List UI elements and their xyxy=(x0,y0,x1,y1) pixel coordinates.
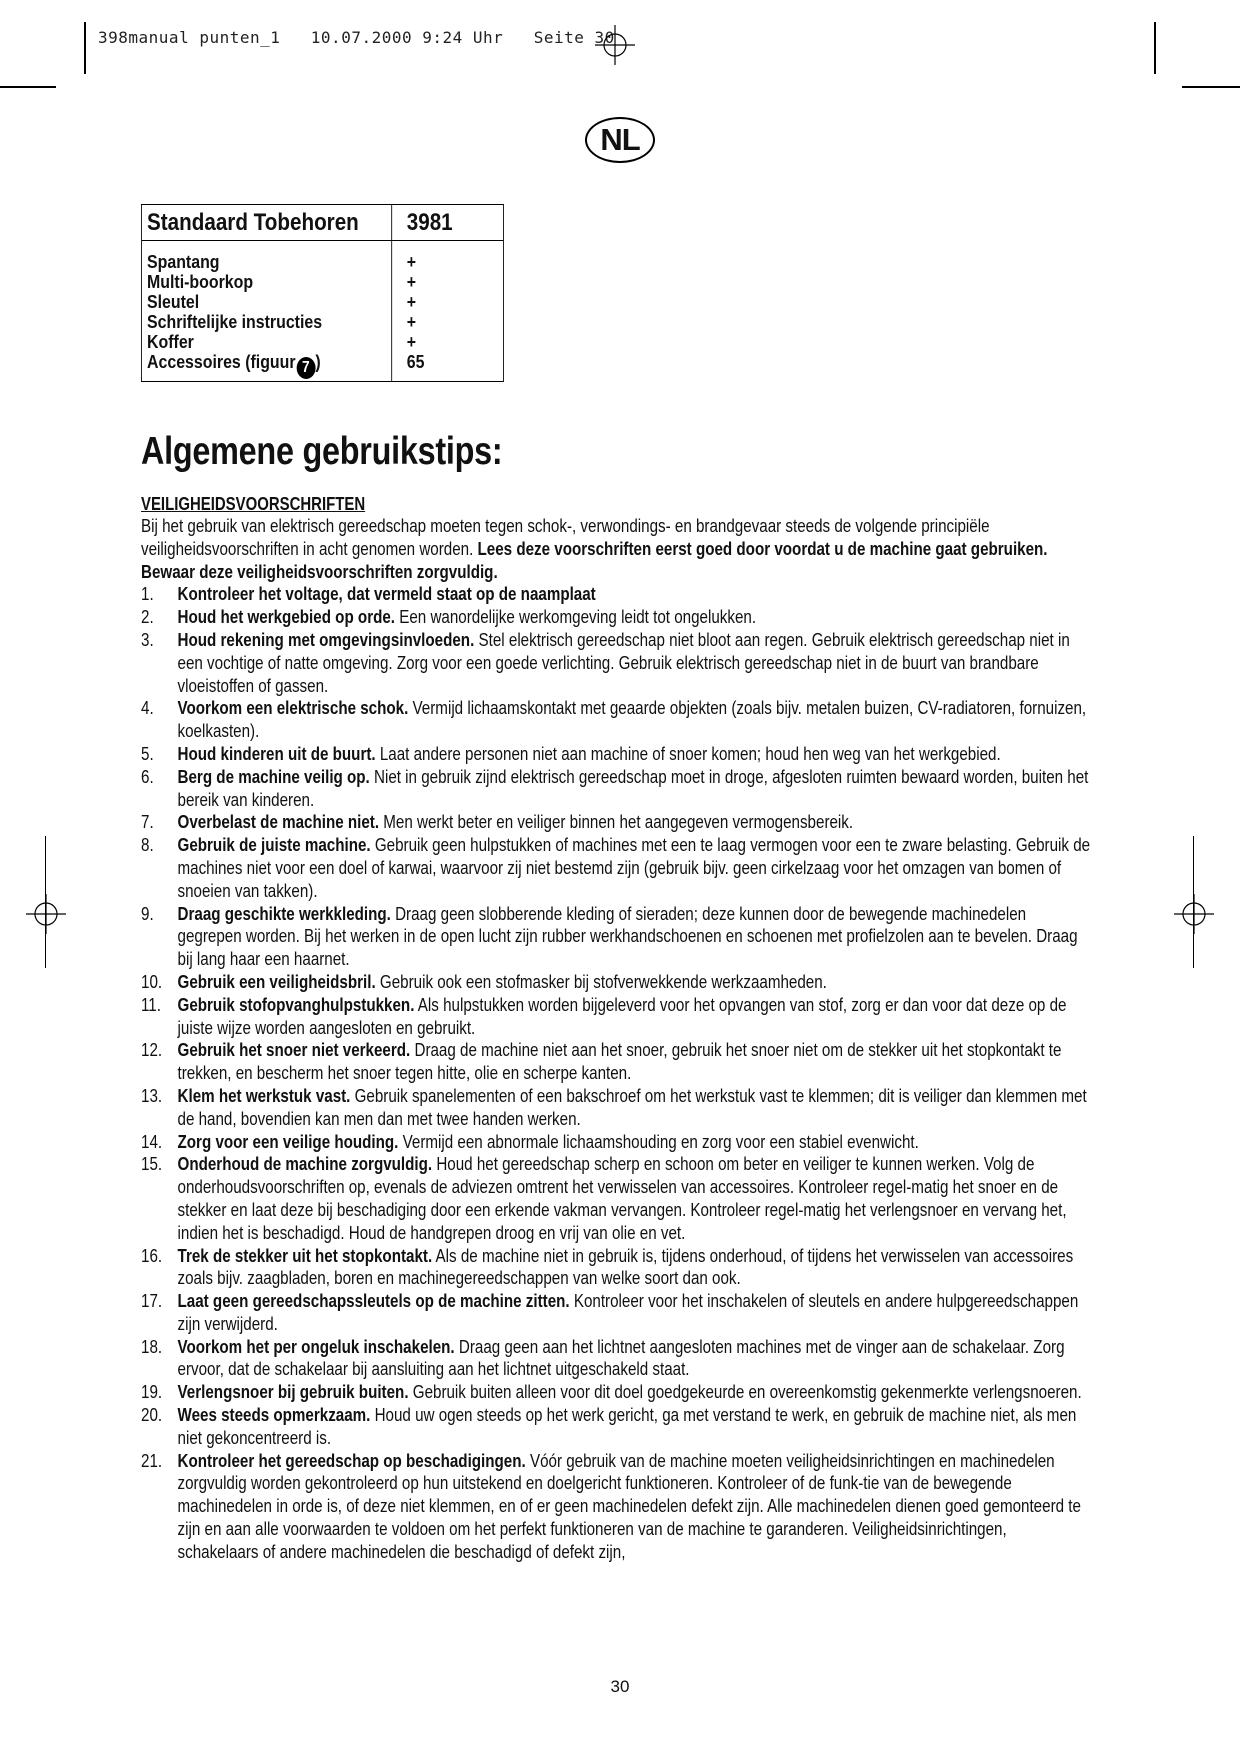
safety-rule-body: Niet in gebruik zijnd elektrisch gereedschap moet in droge, afgesloten ruimten bewaard worden, buiten het bereik van kinderen. xyxy=(177,765,1089,810)
safety-rule-text xyxy=(178,606,1092,629)
safety-rule-heading: Voorkom het per ongeluk inschakelen. xyxy=(177,1335,455,1357)
safety-rule-body: Een wanordelijke werkomgeving leidt tot ongelukken. xyxy=(395,606,757,628)
safety-rule-heading: Kontroleer het gereedschap op beschadigingen. xyxy=(177,1449,526,1471)
safety-rule-heading: Overbelast de machine niet. xyxy=(177,811,380,833)
safety-rule-item xyxy=(141,1290,1091,1336)
safety-rule-body: Als de machine niet in gebruik is, tijdens onderhoud, of tijdens het verwisselen van accessoires zoals bijv. zaagbladen, boren en machinegereedschappen van welke soort dan ook. xyxy=(177,1244,1074,1289)
safety-rule-heading: Kontroleer het voltage, dat vermeld staat op de naamplaat xyxy=(177,583,596,605)
accessories-table-header xyxy=(142,205,503,241)
safety-rule-number: 17. xyxy=(141,1290,163,1312)
safety-rule-text xyxy=(178,1039,1092,1085)
accessory-value: + xyxy=(406,311,417,332)
safety-rule-number: 21. xyxy=(141,1449,163,1471)
safety-rule-text xyxy=(178,697,1092,743)
safety-rule-text xyxy=(178,1153,1092,1244)
crop-mark xyxy=(0,86,56,88)
safety-rule-item xyxy=(141,697,1091,743)
registration-mark-icon xyxy=(595,25,635,65)
safety-rule-body: Stel elektrisch gereedschap niet bloot aan regen. Gebruik elektrisch gereedschap niet in een vochtige of natte omgeving. Zorg voor een goede verlichting. Gebruik elektrisch gereedschap niet in de buurt van brandbare vloeistoffen of gassen. xyxy=(177,628,1070,696)
safety-rule-heading: Trek de stekker uit het stopkontakt. xyxy=(177,1244,433,1266)
safety-rule-body: Vermijd lichaamskontakt met geaarde objekten (zoals bijv. metalen buizen, CV-radiatoren, fornuizen, koelkasten). xyxy=(177,697,1087,742)
safety-rule-item xyxy=(141,1245,1091,1291)
safety-rule-text xyxy=(178,1450,1092,1564)
safety-rule-text xyxy=(178,834,1092,902)
accessory-label xyxy=(147,351,391,376)
safety-rule-body: Men werkt beter en veiliger binnen het aangegeven vermogensbereik. xyxy=(379,811,854,833)
accessory-label-text: Accessoires (figuur xyxy=(147,351,296,372)
safety-rule-text xyxy=(178,994,1092,1040)
safety-rule-item xyxy=(141,994,1091,1040)
safety-rule-heading: Houd rekening met omgevingsinvloeden. xyxy=(177,628,475,650)
safety-rule-text xyxy=(178,743,1092,766)
safety-rule-text xyxy=(178,1381,1092,1404)
accessory-label: Multi-boorkop xyxy=(147,271,254,292)
safety-rule-heading: Gebruik het snoer niet verkeerd. xyxy=(177,1039,411,1061)
safety-rule-number: 6. xyxy=(141,765,154,787)
safety-rule-body: Draag de machine niet aan het snoer, gebruik het snoer niet om de stekker uit het stopkontakt te trekken, en bescherm het snoer tegen hitte, olie en scherpe kanten. xyxy=(177,1039,1062,1084)
safety-rule-body: Vermijd een abnormale lichaamshouding en zorg voor een stabiel evenwicht. xyxy=(398,1130,919,1152)
safety-rule-number: 11. xyxy=(141,993,161,1015)
safety-rule-body: Kontroleer voor het inschakelen of sleutels en andere hulpgereedschappen zijn verwijderd. xyxy=(177,1290,1079,1334)
safety-rule-number: 8. xyxy=(141,834,154,856)
safety-rule-item xyxy=(141,971,1091,994)
safety-rule-item xyxy=(141,743,1091,766)
safety-rule-text xyxy=(178,1085,1092,1131)
safety-rule-body: Gebruik ook een stofmasker bij stofverwekkende werkzaamheden. xyxy=(375,970,827,992)
safety-rule-number: 5. xyxy=(141,742,154,764)
safety-rule-heading: Draag geschikte werkkleding. xyxy=(177,902,391,924)
safety-rule-text xyxy=(178,903,1092,971)
safety-rule-number: 12. xyxy=(141,1039,163,1061)
figure-number-badge: 7 xyxy=(296,357,315,379)
safety-rule-text xyxy=(178,971,1092,994)
page-number: 30 xyxy=(610,1677,630,1696)
safety-rule-item xyxy=(141,1450,1091,1564)
safety-rules-list xyxy=(141,583,1091,1563)
safety-rule-number: 16. xyxy=(141,1244,163,1266)
accessories-values xyxy=(392,241,503,382)
accessory-value: + xyxy=(406,271,417,292)
safety-rule-number: 2. xyxy=(141,606,154,628)
accessory-label: Koffer xyxy=(147,331,194,352)
accessory-value: 65 xyxy=(406,351,425,372)
safety-rule-number: 18. xyxy=(141,1335,163,1357)
crop-mark xyxy=(84,22,86,74)
safety-rule-heading: Zorg voor een veilige houding. xyxy=(177,1130,399,1152)
safety-rule-number: 13. xyxy=(141,1084,163,1106)
section-title: Algemene gebruikstips: xyxy=(141,430,503,473)
safety-rule-item xyxy=(141,583,1091,606)
safety-rule-number: 4. xyxy=(141,697,154,719)
accessory-value: + xyxy=(406,331,417,352)
safety-rule-body: Houd het gereedschap scherp en schoon om beter en veiliger te kunnen werken. Volg de onderhoudsvoorschriften op, evenals de adviezen omtrent het verwisselen van accessoires. Kontroleer regel-matig het snoer en de stekker en laat deze bij beschadiging door een erkende vakman vervangen. Kontroleer regel-matig het verlengsnoer en vervang het, indien het is beschadigd. Houd de handgrepen droog en vrij van olie en vet. xyxy=(177,1153,1067,1243)
safety-rule-item xyxy=(141,811,1091,834)
safety-rule-heading: Onderhoud de machine zorgvuldig. xyxy=(177,1153,433,1175)
accessories-table-body xyxy=(142,241,503,382)
safety-rule-heading: Voorkom een elektrische schok. xyxy=(177,697,409,719)
safety-rule-body: Draag geen slobberende kleding of sieraden; deze kunnen door de bewegende machinedelen gegrepen worden. Bij het werken in de open lucht zijn rubber werkhandschoenen en schoenen met profielzolen aan te bevelen. Draag bij lang haar een haarnet. xyxy=(177,902,1078,970)
safety-rule-number: 1. xyxy=(141,583,154,605)
accessory-label: Spantang xyxy=(147,251,220,272)
subsection-title: VEILIGHEIDSVOORSCHRIFTEN xyxy=(141,494,366,514)
accessories-header-model: 3981 xyxy=(406,209,453,236)
safety-rule-heading: Klem het werkstuk vast. xyxy=(177,1084,351,1106)
intro-paragraph xyxy=(141,515,1091,583)
safety-rule-item xyxy=(141,1131,1091,1154)
accessories-labels xyxy=(142,241,392,382)
safety-rule-text xyxy=(178,583,1092,606)
accessories-header-label: Standaard Tobehoren xyxy=(142,205,392,240)
safety-rule-item xyxy=(141,1085,1091,1131)
safety-rule-number: 19. xyxy=(141,1381,163,1403)
safety-rule-item xyxy=(141,1039,1091,1085)
language-badge: NL xyxy=(585,117,655,163)
safety-rule-item xyxy=(141,629,1091,697)
safety-rule-number: 9. xyxy=(141,902,154,924)
accessory-label: Schriftelijke instructies xyxy=(147,311,323,332)
safety-rule-heading: Berg de machine veilig op. xyxy=(177,765,370,787)
safety-rule-text xyxy=(178,1245,1092,1291)
safety-rule-text xyxy=(178,1290,1092,1336)
safety-rule-text xyxy=(178,1336,1092,1382)
safety-rule-heading: Wees steeds opmerkzaam. xyxy=(177,1404,371,1426)
safety-rule-heading: Gebruik een veiligheidsbril. xyxy=(177,970,376,992)
crop-mark xyxy=(1154,22,1156,74)
crop-mark xyxy=(1182,86,1240,88)
print-header: 398manual punten_1 10.07.2000 9:24 Uhr Seite 30 xyxy=(98,28,615,47)
safety-rule-item xyxy=(141,766,1091,812)
safety-rule-item xyxy=(141,606,1091,629)
safety-rule-number: 10. xyxy=(141,970,163,992)
main-content xyxy=(141,430,1091,1564)
safety-rule-heading: Houd het werkgebied op orde. xyxy=(177,606,396,628)
safety-rule-item xyxy=(141,1381,1091,1404)
safety-rule-item xyxy=(141,1153,1091,1244)
crop-mark xyxy=(1193,836,1194,968)
safety-rule-heading: Verlengsnoer bij gebruik buiten. xyxy=(177,1381,409,1403)
safety-rule-body: Als hulpstukken worden bijgeleverd voor het opvangen van stof, zorg er dan voor dat deze op de juiste wijze worden aangesloten en gebruikt. xyxy=(177,993,1067,1038)
safety-rule-body: Vóór gebruik van de machine moeten veiligheidsinrichtingen en machinedelen zorgvuldig worden gekontroleerd op hun uitstekend en doelgericht funktioneren. Kontroleer of de funk-tie van de bewegende machinedelen in orde is, of deze niet klemmen, en of er geen machinedelen defekt zijn. Alle machinedelen dienen goed gemonteerd te zijn en aan alle voorwaarden te voldoen om het perfekt funktioneren van de machine te garanderen. Veiligheidsinrichtingen, schakelaars of andere machinedelen die beschadigd of defekt zijn, xyxy=(177,1449,1081,1562)
safety-rule-text xyxy=(178,629,1092,697)
safety-rule-body: Laat andere personen niet aan machine of snoer komen; houd hen weg van het werkgebied. xyxy=(375,742,1001,764)
safety-rule-number: 20. xyxy=(141,1404,163,1426)
safety-rule-body: Draag geen aan het lichtnet aangesloten machines met de vinger aan de schakelaar. Zorg ervoor, dat de schakelaar bij aansluiting aan het lichtnet uitgeschakeld staat. xyxy=(177,1335,1065,1380)
safety-rule-heading: Houd kinderen uit de buurt. xyxy=(177,742,376,764)
safety-rule-body: Gebruik spanelementen of een bakschroef om het werkstuk vast te klemmen; dit is veiliger dan klemmen met de hand, bovendien kan men dan met twee handen werken. xyxy=(177,1084,1087,1129)
accessory-value: + xyxy=(406,251,417,272)
safety-rule-number: 7. xyxy=(141,811,154,833)
safety-rule-item xyxy=(141,1404,1091,1450)
safety-rule-text xyxy=(178,1404,1092,1450)
safety-rule-heading: Gebruik stofopvanghulpstukken. xyxy=(177,993,415,1015)
safety-rule-item xyxy=(141,903,1091,971)
safety-rule-heading: Laat geen gereedschapssleutels op de machine zitten. xyxy=(177,1290,570,1312)
intro-bold-text: Lees deze voorschriften eerst goed door voordat u de machine gaat gebruiken. Bewaar deze veiligheidsvoorschriften zorgvuldig. xyxy=(141,537,1048,582)
safety-rule-item xyxy=(141,834,1091,902)
safety-rule-body: Gebruik buiten alleen voor dit doel goedgekeurde en overeenkomstig gekenmerkte verlengsnoeren. xyxy=(408,1381,1082,1403)
safety-rule-heading: Gebruik de juiste machine. xyxy=(177,834,371,856)
safety-rule-item xyxy=(141,1336,1091,1382)
crop-mark xyxy=(45,836,46,968)
safety-rule-text xyxy=(178,766,1092,812)
accessory-label: Sleutel xyxy=(147,291,200,312)
intro-text: Bij het gebruik van elektrisch gereedschap moeten tegen schok-, verwondings- en brandgevaar steeds de volgende principiële veiligheidsvoorschriften in acht genomen worden. xyxy=(141,515,990,559)
safety-rule-text xyxy=(178,1131,1092,1154)
accessories-table xyxy=(141,204,504,382)
safety-rule-number: 14. xyxy=(141,1130,163,1152)
safety-rule-body: Gebruik geen hulpstukken of machines met een te laag vermogen voor een te zware belasting. Gebruik de machines niet voor een doel of karwai, waarvoor zij niet bestemd zijn (gebruik bijv. geen cirkelzaag voor het omzagen van bomen of snoeien van takken). xyxy=(177,834,1091,901)
accessory-label-end: ) xyxy=(315,351,321,372)
safety-rule-text xyxy=(178,811,1092,834)
safety-rule-number: 15. xyxy=(141,1153,163,1175)
safety-rule-body: Houd uw ogen steeds op het werk gericht, ga met verstand te werk, en gebruik de machine niet, als men niet gekoncentreerd is. xyxy=(177,1404,1077,1448)
safety-rule-number: 3. xyxy=(141,628,154,650)
accessory-value: + xyxy=(406,291,417,312)
